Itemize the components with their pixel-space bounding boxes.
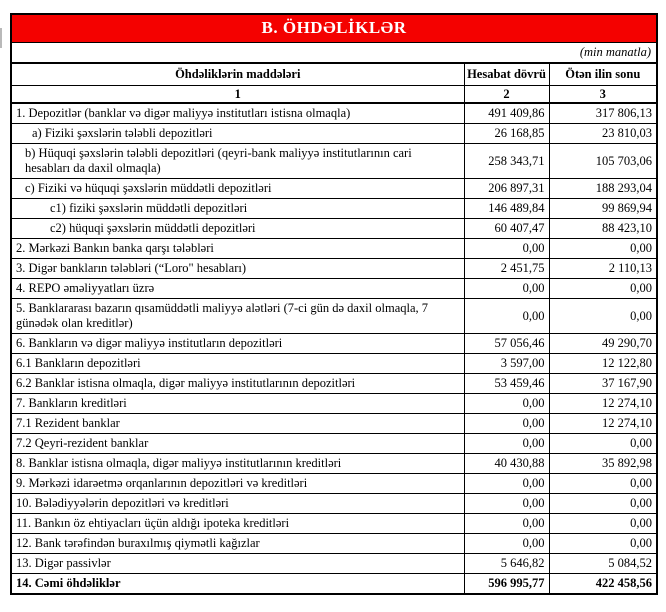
column-header-previous-year-end: Ötən ilin sonu <box>549 63 657 86</box>
row-label: 2. Mərkəzi Bankın banka qarşı tələbləri <box>11 239 464 259</box>
table-row <box>11 534 657 554</box>
table-row <box>11 179 657 199</box>
unit-note: (min manatla) <box>11 43 657 64</box>
section-banner-title: B. ÖHDƏLİKLƏR <box>11 14 657 43</box>
row-value-previous-year-end: 0,00 <box>549 434 657 454</box>
column-header-reporting-period: Hesabat dövrü <box>464 63 549 86</box>
row-value-previous-year-end: 188 293,04 <box>549 179 657 199</box>
scan-artifact <box>0 28 2 48</box>
table-row <box>11 124 657 144</box>
row-value-previous-year-end: 35 892,98 <box>549 454 657 474</box>
row-value-reporting-period: 0,00 <box>464 434 549 454</box>
table-row <box>11 103 657 124</box>
row-label: 9. Mərkəzi idarəetmə orqanlarının depozitləri və kreditləri <box>11 474 464 494</box>
row-value-previous-year-end: 0,00 <box>549 239 657 259</box>
row-value-reporting-period: 206 897,31 <box>464 179 549 199</box>
table-row <box>11 374 657 394</box>
rows-body <box>11 103 657 594</box>
row-value-reporting-period: 0,00 <box>464 534 549 554</box>
row-value-reporting-period: 0,00 <box>464 239 549 259</box>
row-value-previous-year-end: 37 167,90 <box>549 374 657 394</box>
row-value-previous-year-end: 23 810,03 <box>549 124 657 144</box>
column-index-reporting: 2 <box>464 86 549 104</box>
row-label: 3. Digər bankların tələbləri (“Loro" hesabları) <box>11 259 464 279</box>
column-index-previous: 3 <box>549 86 657 104</box>
table-row <box>11 554 657 574</box>
row-value-previous-year-end: 0,00 <box>549 474 657 494</box>
table-row <box>11 414 657 434</box>
row-label: 7.1 Rezident banklar <box>11 414 464 434</box>
row-value-reporting-period: 0,00 <box>464 414 549 434</box>
table-row <box>11 279 657 299</box>
row-label: c2) hüquqi şəxslərin müddətli depozitləri <box>11 219 464 239</box>
row-value-reporting-period: 146 489,84 <box>464 199 549 219</box>
row-value-reporting-period: 57 056,46 <box>464 334 549 354</box>
row-label: 6.2 Banklar istisna olmaqla, digər maliyyə institutlarının depozitləri <box>11 374 464 394</box>
row-value-previous-year-end: 317 806,13 <box>549 103 657 124</box>
row-label: 6.1 Bankların depozitləri <box>11 354 464 374</box>
row-value-previous-year-end: 2 110,13 <box>549 259 657 279</box>
row-label: 5. Banklararası bazarın qısamüddətli maliyyə alətləri (7-ci gün də daxil olmaqla, 7 günədək olan kreditlər) <box>11 299 464 334</box>
row-value-previous-year-end: 88 423,10 <box>549 219 657 239</box>
row-value-reporting-period: 26 168,85 <box>464 124 549 144</box>
table-row <box>11 334 657 354</box>
row-value-reporting-period: 5 646,82 <box>464 554 549 574</box>
row-label: 7.2 Qeyri-rezident banklar <box>11 434 464 454</box>
row-label: 10. Bələdiyyələrin depozitləri və kreditləri <box>11 494 464 514</box>
row-value-previous-year-end: 105 703,06 <box>549 144 657 179</box>
table-row <box>11 514 657 534</box>
column-header-row <box>11 63 657 86</box>
row-value-previous-year-end: 99 869,94 <box>549 199 657 219</box>
row-value-reporting-period: 596 995,77 <box>464 574 549 595</box>
row-label: 12. Bank tərəfindən buraxılmış qiymətli kağızlar <box>11 534 464 554</box>
row-value-reporting-period: 3 597,00 <box>464 354 549 374</box>
row-value-previous-year-end: 0,00 <box>549 299 657 334</box>
row-value-reporting-period: 0,00 <box>464 474 549 494</box>
row-value-reporting-period: 0,00 <box>464 299 549 334</box>
row-value-reporting-period: 0,00 <box>464 494 549 514</box>
table-row <box>11 199 657 219</box>
table-row <box>11 454 657 474</box>
table-row <box>11 494 657 514</box>
row-label: c) Fiziki və hüquqi şəxslərin müddətli depozitləri <box>11 179 464 199</box>
row-label: c1) fiziki şəxslərin müddətli depozitləri <box>11 199 464 219</box>
row-value-reporting-period: 60 407,47 <box>464 219 549 239</box>
row-value-reporting-period: 491 409,86 <box>464 103 549 124</box>
row-value-previous-year-end: 49 290,70 <box>549 334 657 354</box>
row-value-reporting-period: 0,00 <box>464 514 549 534</box>
row-value-previous-year-end: 422 458,56 <box>549 574 657 595</box>
row-value-previous-year-end: 12 122,80 <box>549 354 657 374</box>
unit-note-row <box>11 43 657 64</box>
row-label: 7. Bankların kreditləri <box>11 394 464 414</box>
row-label: 4. REPO əməliyyatları üzrə <box>11 279 464 299</box>
table-row <box>11 574 657 595</box>
row-label: 14. Cəmi öhdəliklər <box>11 574 464 595</box>
row-label: 11. Bankın öz ehtiyacları üçün aldığı ipoteka kreditləri <box>11 514 464 534</box>
row-value-reporting-period: 2 451,75 <box>464 259 549 279</box>
table-row <box>11 144 657 179</box>
row-value-reporting-period: 0,00 <box>464 394 549 414</box>
table-row <box>11 299 657 334</box>
row-value-previous-year-end: 0,00 <box>549 534 657 554</box>
column-index-row <box>11 86 657 104</box>
row-value-reporting-period: 40 430,88 <box>464 454 549 474</box>
row-label: a) Fiziki şəxslərin tələbli depozitləri <box>11 124 464 144</box>
row-label: b) Hüquqi şəxslərin tələbli depozitləri (qeyri-bank maliyyə institutlarının cari hesabları da daxil olmaqla) <box>11 144 464 179</box>
table-row <box>11 239 657 259</box>
row-label: 1. Depozitlər (banklar və digər maliyyə institutları istisna olmaqla) <box>11 103 464 124</box>
table-row <box>11 474 657 494</box>
row-value-reporting-period: 53 459,46 <box>464 374 549 394</box>
row-label: 6. Bankların və digər maliyyə institutların depozitləri <box>11 334 464 354</box>
table-row <box>11 259 657 279</box>
table-row <box>11 354 657 374</box>
row-label: 8. Banklar istisna olmaqla, digər maliyyə institutlarının kreditləri <box>11 454 464 474</box>
banner-row <box>11 14 657 43</box>
column-index-items: 1 <box>11 86 464 104</box>
row-value-reporting-period: 258 343,71 <box>464 144 549 179</box>
table-row <box>11 394 657 414</box>
liabilities-table <box>10 13 658 595</box>
column-header-items: Öhdəliklərin maddələri <box>11 63 464 86</box>
row-value-previous-year-end: 5 084,52 <box>549 554 657 574</box>
row-value-previous-year-end: 0,00 <box>549 279 657 299</box>
table-row <box>11 219 657 239</box>
table-row <box>11 434 657 454</box>
row-value-previous-year-end: 0,00 <box>549 494 657 514</box>
row-value-previous-year-end: 0,00 <box>549 514 657 534</box>
row-label: 13. Digər passivlər <box>11 554 464 574</box>
row-value-reporting-period: 0,00 <box>464 279 549 299</box>
row-value-previous-year-end: 12 274,10 <box>549 414 657 434</box>
row-value-previous-year-end: 12 274,10 <box>549 394 657 414</box>
